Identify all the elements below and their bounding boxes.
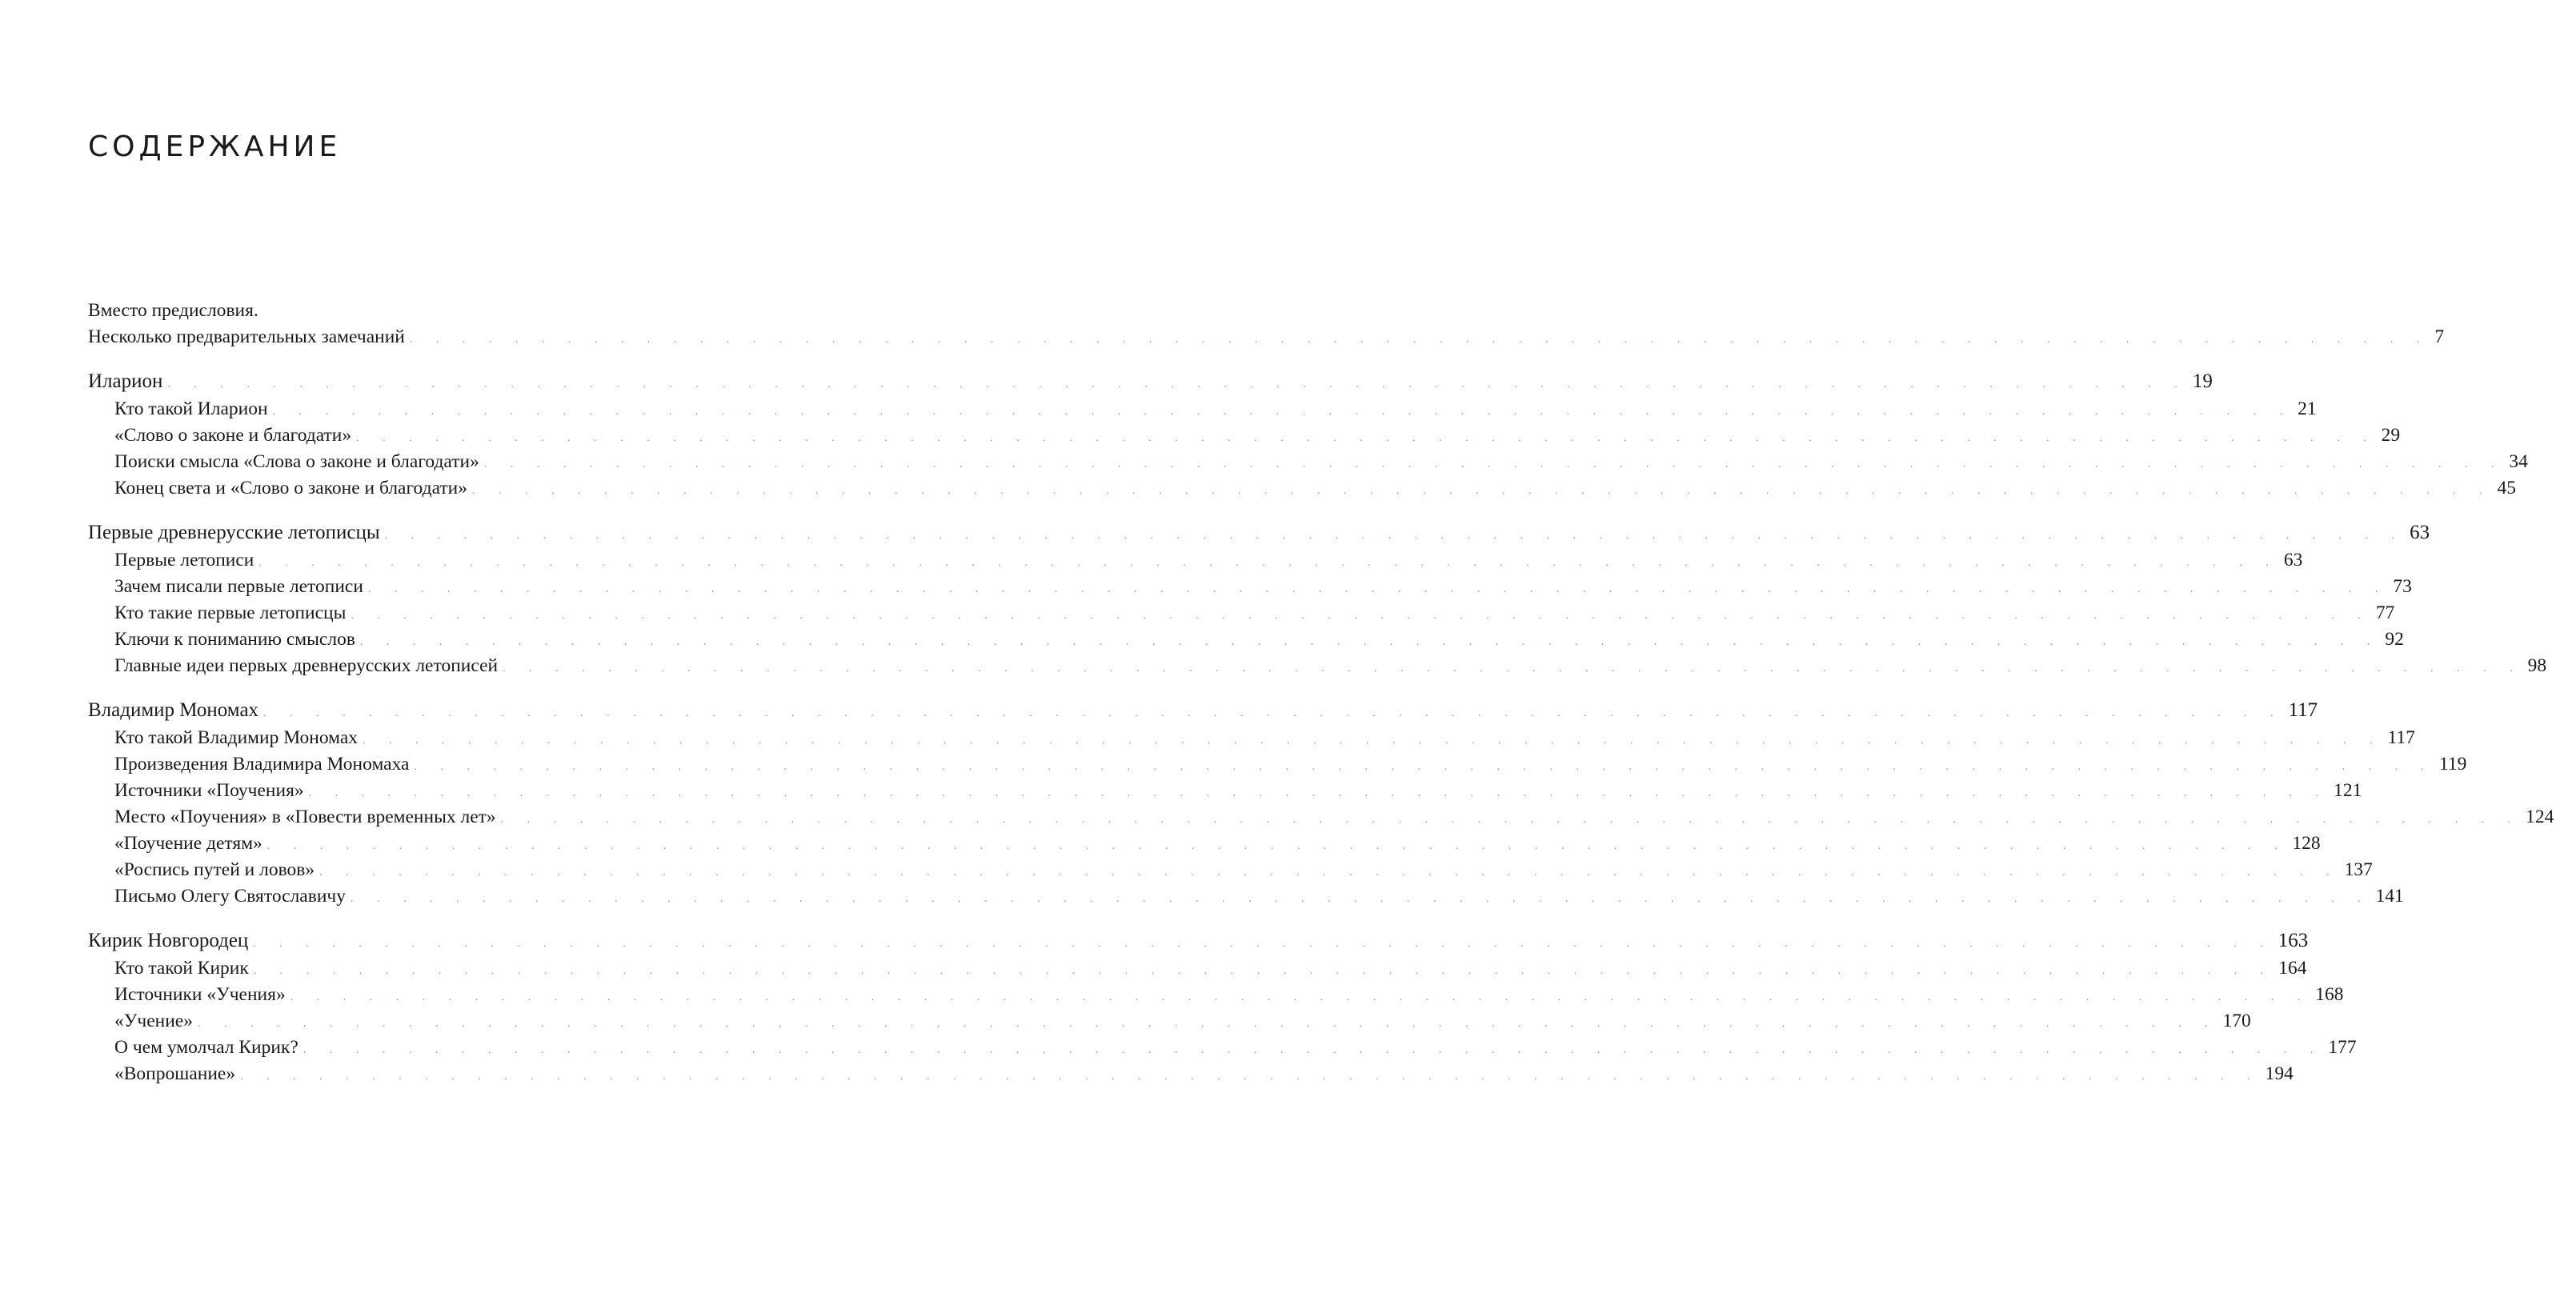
- toc-page-number: 117: [2387, 727, 2415, 748]
- dot-leader: . . . . . . . . . . . . . . . . . . . . . . . . . . . . . . . . . . . . . . . . . . . . . . . . . . . . . . . . . . . . . . . . . . . . . . . . . . . . .: [409, 334, 2430, 346]
- table-of-contents: [88, 298, 2554, 1103]
- toc-page-number: 117: [2288, 699, 2318, 721]
- dot-leader: . . . . . . . . . . . . . . . . . . . . . . . . . . . . . . . . . . . . . . . . . . . . . . . . . . . . . . . . . . . . . . . . . . . . . . . . . . . . .: [471, 485, 2493, 497]
- toc-page-number: 128: [2292, 833, 2321, 854]
- toc-subentry-title: Письмо Олегу Святославичу: [114, 886, 346, 907]
- toc-subentry[interactable]: [88, 626, 2404, 653]
- dot-leader: . . . . . . . . . . . . . . . . . . . . . . . . . . . . . . . . . . . . . . . . . . . . . . . . . . . . . . . . . . . . . . . . . . . . . . . . . . . . .: [253, 965, 2274, 977]
- toc-subentry-title: Произведения Владимира Мономаха: [114, 754, 410, 775]
- dot-leader: . . . . . . . . . . . . . . . . . . . . . . . . . . . . . . . . . . . . . . . . . . . . . . . . . . . . . . . . . . . . . . . . . . . . . . . . . . . . .: [356, 432, 2377, 444]
- toc-entry-title: Несколько предварительных замечаний: [88, 326, 405, 347]
- toc-subentry[interactable]: [88, 982, 2344, 1008]
- dot-leader: . . . . . . . . . . . . . . . . . . . . . . . . . . . . . . . . . . . . . . . . . . . . . . . . . . . . . . . . . . . . . . . . . . . . . . . . . . . . .: [367, 583, 2389, 595]
- preface-first-line: Вместо предисловия.: [88, 300, 258, 321]
- toc-section-chroniclers: [88, 518, 2547, 679]
- toc-chapter-entry[interactable]: [88, 366, 2213, 396]
- toc-page-number: 63: [2283, 550, 2303, 570]
- toc-chapter-title: Кирик Новгородец: [88, 930, 249, 951]
- toc-subentry-title: Конец света и «Слово о законе и благодати»: [114, 478, 467, 498]
- toc-subentry-title: «Слово о законе и благодати»: [114, 425, 352, 446]
- dot-leader: . . . . . . . . . . . . . . . . . . . . . . . . . . . . . . . . . . . . . . . . . . . . . . . . . . . . . . . . . . . . . . . . . . . . . . . . . . . . .: [319, 867, 2340, 879]
- toc-section-kirik: [88, 926, 2357, 1087]
- toc-page-number: 164: [2278, 958, 2307, 979]
- toc-page-number: 45: [2497, 478, 2516, 498]
- dot-leader: . . . . . . . . . . . . . . . . . . . . . . . . . . . . . . . . . . . . . . . . . . . . . . . . . . . . . . . . . . . . . . . . . . . . . . . . . . . . .: [308, 787, 2330, 799]
- dot-leader: . . . . . . . . . . . . . . . . . . . . . . . . . . . . . . . . . . . . . . . . . . . . . . . . . . . . . . . . . . . . . . . . . . . . . . . . . . . . .: [350, 893, 2371, 905]
- toc-page-number: 77: [2375, 602, 2395, 623]
- dot-leader: . . . . . . . . . . . . . . . . . . . . . . . . . . . . . . . . . . . . . . . . . . . . . . . . . . . . . . . . . . . . . . . . . . . . . . . . . . . . .: [500, 814, 2522, 826]
- toc-subentry[interactable]: [88, 778, 2362, 804]
- dot-leader: . . . . . . . . . . . . . . . . . . . . . . . . . . . . . . . . . . . . . . . . . . . . . . . . . . . . . . . . . . . . . . . . . . . . . . . . . . . . .: [503, 663, 2523, 675]
- toc-subentry-title: Источники «Поучения»: [114, 780, 304, 801]
- toc-subentry[interactable]: [88, 955, 2307, 982]
- toc-page-number: 168: [2315, 984, 2344, 1005]
- toc-page-number: 73: [2393, 576, 2412, 597]
- toc-subentry[interactable]: [88, 1061, 2294, 1087]
- toc-page-number: 98: [2527, 655, 2547, 676]
- dot-leader: . . . . . . . . . . . . . . . . . . . . . . . . . . . . . . . . . . . . . . . . . . . . . . . . . . . . . . . . . . . . . . . . . . . . . . . . . . . . .: [272, 406, 2294, 418]
- toc-page-number: 19: [2192, 370, 2213, 392]
- toc-subentry-title: «Вопрошание»: [114, 1063, 236, 1084]
- toc-subentry[interactable]: [88, 574, 2412, 600]
- dot-leader: . . . . . . . . . . . . . . . . . . . . . . . . . . . . . . . . . . . . . . . . . . . . . . . . . . . . . . . . . . . . . . . . . . . . . . . . . . . . .: [240, 1071, 2261, 1083]
- toc-chapter-entry[interactable]: [88, 926, 2309, 955]
- toc-subentry-title: Источники «Учения»: [114, 984, 286, 1005]
- toc-subentry-title: Кто такой Владимир Мономах: [114, 727, 359, 748]
- toc-page-number: 29: [2381, 425, 2401, 446]
- toc-page-number: 34: [2509, 451, 2528, 472]
- dot-leader: . . . . . . . . . . . . . . . . . . . . . . . . . . . . . . . . . . . . . . . . . . . . . . . . . . . . . . . . . . . . . . . . . . . . . . . . . . . . .: [302, 1044, 2324, 1056]
- toc-section-monomakh: [88, 695, 2554, 910]
- dot-leader: . . . . . . . . . . . . . . . . . . . . . . . . . . . . . . . . . . . . . . . . . . . . . . . . . . . . . . . . . . . . . . . . . . . . . . . . . . . . .: [351, 610, 2371, 622]
- toc-entry-preface[interactable]: [88, 324, 2445, 350]
- toc-chapter-entry[interactable]: [88, 695, 2318, 725]
- toc-chapter-title: Иларион: [88, 370, 163, 392]
- dot-leader: . . . . . . . . . . . . . . . . . . . . . . . . . . . . . . . . . . . . . . . . . . . . . . . . . . . . . . . . . . . . . . . . . . . . . . . . . . . . .: [258, 557, 2279, 569]
- toc-subentry[interactable]: [88, 396, 2317, 422]
- toc-subentry-title: «Роспись путей и ловов»: [114, 859, 315, 880]
- toc-subentry-title: «Учение»: [114, 1011, 193, 1031]
- toc-page-number: 92: [2385, 629, 2404, 650]
- toc-chapter-title: Первые древнерусские летописцы: [88, 522, 380, 543]
- dot-leader: . . . . . . . . . . . . . . . . . . . . . . . . . . . . . . . . . . . . . . . . . . . . . . . . . . . . . . . . . . . . . . . . . . . . . . . . . . . . .: [266, 840, 2288, 852]
- toc-subentry-title: Зачем писали первые летописи: [114, 576, 363, 597]
- toc-subentry[interactable]: [88, 475, 2516, 502]
- dot-leader: . . . . . . . . . . . . . . . . . . . . . . . . . . . . . . . . . . . . . . . . . . . . . . . . . . . . . . . . . . . . . . . . . . . . . . . . . . . . .: [363, 735, 2383, 747]
- dot-leader: . . . . . . . . . . . . . . . . . . . . . . . . . . . . . . . . . . . . . . . . . . . . . . . . . . . . . . . . . . . . . . . . . . . . . . . . . . . . .: [253, 938, 2274, 950]
- toc-subentry-title: Кто такой Кирик: [114, 958, 249, 979]
- toc-subentry[interactable]: [88, 547, 2303, 574]
- toc-page-number: 63: [2410, 522, 2430, 543]
- dot-leader: . . . . . . . . . . . . . . . . . . . . . . . . . . . . . . . . . . . . . . . . . . . . . . . . . . . . . . . . . . . . . . . . . . . . . . . . . . . . .: [483, 458, 2505, 470]
- toc-page-number: 119: [2438, 754, 2467, 775]
- toc-page-number: 7: [2434, 326, 2445, 347]
- toc-page-number: 163: [2278, 930, 2309, 951]
- toc-subentry[interactable]: [88, 449, 2528, 475]
- toc-chapter-title: Владимир Мономах: [88, 699, 259, 721]
- toc-page-number: 170: [2222, 1011, 2251, 1031]
- toc-section-preface: [88, 298, 2445, 350]
- toc-subentry-title: Кто такие первые летописцы: [114, 602, 347, 623]
- toc-page-number: 121: [2334, 780, 2362, 801]
- toc-subentry[interactable]: [88, 725, 2415, 751]
- toc-section-ilarion: [88, 366, 2528, 502]
- dot-leader: . . . . . . . . . . . . . . . . . . . . . . . . . . . . . . . . . . . . . . . . . . . . . . . . . . . . . . . . . . . . . . . . . . . . . . . . . . . . .: [414, 761, 2434, 773]
- toc-subentry-title: Первые летописи: [114, 550, 254, 570]
- toc-page-number: 177: [2328, 1037, 2357, 1058]
- toc-subentry-title: Поиски смысла «Слова о законе и благодати»: [114, 451, 479, 472]
- toc-subentry-title: Главные идеи первых древнерусских летописей: [114, 655, 499, 676]
- toc-page-number: 124: [2526, 807, 2554, 827]
- toc-page-number: 137: [2344, 859, 2373, 880]
- dot-leader: . . . . . . . . . . . . . . . . . . . . . . . . . . . . . . . . . . . . . . . . . . . . . . . . . . . . . . . . . . . . . . . . . . . . . . . . . . . . .: [167, 378, 2188, 390]
- dot-leader: . . . . . . . . . . . . . . . . . . . . . . . . . . . . . . . . . . . . . . . . . . . . . . . . . . . . . . . . . . . . . . . . . . . . . . . . . . . . .: [263, 707, 2284, 719]
- toc-subentry[interactable]: [88, 857, 2373, 883]
- toc-page-number: 21: [2298, 398, 2317, 419]
- toc-subentry[interactable]: [88, 600, 2395, 626]
- toc-subentry[interactable]: [88, 831, 2321, 857]
- dot-leader: . . . . . . . . . . . . . . . . . . . . . . . . . . . . . . . . . . . . . . . . . . . . . . . . . . . . . . . . . . . . . . . . . . . . . . . . . . . . .: [290, 991, 2311, 1003]
- toc-subentry-title: Ключи к пониманию смыслов: [114, 629, 355, 650]
- toc-subentry[interactable]: [88, 653, 2547, 679]
- toc-subentry[interactable]: [88, 883, 2404, 910]
- toc-subentry[interactable]: [88, 751, 2467, 778]
- toc-subentry[interactable]: [88, 422, 2401, 449]
- toc-subentry-title: О чем умолчал Кирик?: [114, 1037, 298, 1058]
- dot-leader: . . . . . . . . . . . . . . . . . . . . . . . . . . . . . . . . . . . . . . . . . . . . . . . . . . . . . . . . . . . . . . . . . . . . . . . . . . . . .: [384, 530, 2406, 542]
- page-title: СОДЕРЖАНИЕ: [88, 130, 342, 163]
- toc-subentry[interactable]: [88, 804, 2554, 831]
- toc-subentry-title: Кто такой Иларион: [114, 398, 268, 419]
- dot-leader: . . . . . . . . . . . . . . . . . . . . . . . . . . . . . . . . . . . . . . . . . . . . . . . . . . . . . . . . . . . . . . . . . . . . . . . . . . . . .: [197, 1018, 2218, 1030]
- toc-chapter-entry[interactable]: [88, 518, 2430, 547]
- toc-subentry-title: «Поучение детям»: [114, 833, 262, 854]
- dot-leader: . . . . . . . . . . . . . . . . . . . . . . . . . . . . . . . . . . . . . . . . . . . . . . . . . . . . . . . . . . . . . . . . . . . . . . . . . . . . .: [359, 636, 2381, 648]
- toc-page-number: 141: [2375, 886, 2404, 907]
- toc-subentry[interactable]: [88, 1035, 2357, 1061]
- toc-subentry-title: Место «Поучения» в «Повести временных лет»: [114, 807, 496, 827]
- toc-subentry[interactable]: [88, 1008, 2251, 1035]
- toc-page-number: 194: [2265, 1063, 2294, 1084]
